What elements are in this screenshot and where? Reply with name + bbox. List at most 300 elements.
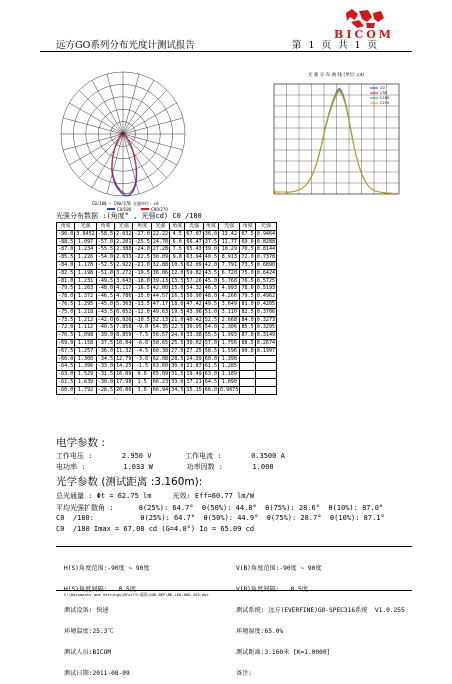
distribution-cell	[240, 355, 255, 363]
distribution-row	[57, 261, 277, 269]
distribution-header-cell: 光强	[255, 223, 276, 231]
distribution-cell: 11.32	[116, 347, 132, 354]
distribution-cell: 1.993	[219, 332, 240, 340]
distribution-row	[57, 355, 277, 363]
distribution-cell: 25.5	[171, 339, 184, 346]
distribution-cell: 40.42	[186, 316, 202, 323]
distribution-cell: 85.5	[241, 324, 254, 331]
distribution-cell: 0.9675	[220, 386, 239, 393]
distribution-cell: -82.5	[58, 269, 74, 276]
test-info-right	[236, 551, 405, 684]
distribution-cell: 1.234	[75, 246, 96, 254]
distribution-row	[57, 254, 277, 262]
distribution-cell: 1.263	[75, 285, 96, 293]
distribution-cell: 58.65	[152, 339, 169, 346]
distribution-cell: -16.5	[134, 285, 150, 292]
distribution-cell: 24.0	[171, 332, 184, 339]
info-v-step: V(B)角度间隔: 0.5度	[236, 586, 308, 593]
distribution-cell: 52.5	[204, 316, 218, 323]
distribution-cell: 43.5	[204, 269, 218, 276]
distribution-cell: 1.257	[75, 347, 96, 355]
distribution-cell: -3.0	[133, 355, 151, 363]
polar-legend-swatch-c90	[141, 208, 149, 210]
distribution-cell: 2.032	[116, 230, 132, 237]
polar-grid-spoke	[92, 134, 123, 188]
distribution-cell: 3.643	[116, 277, 132, 284]
distribution-row	[57, 246, 277, 254]
distribution-row	[57, 339, 277, 347]
polar-curve-c0	[112, 134, 137, 196]
distribution-cell: -42.0	[97, 316, 114, 323]
distribution-cell: 6.720	[219, 269, 240, 277]
distribution-cell: 48.0	[204, 293, 218, 300]
distribution-cell: 24.70	[152, 238, 169, 245]
polar-grid-spoke	[123, 134, 139, 194]
distribution-cell: 81.0	[241, 300, 254, 307]
distribution-cell: 1.198	[75, 269, 96, 277]
distribution-cell: 2.388	[116, 246, 132, 253]
distribution-cell: 7.858	[116, 324, 132, 331]
distribution-cell: 4.786	[116, 293, 132, 300]
distribution-cell	[255, 371, 276, 379]
distribution-cell: -15.0	[134, 293, 150, 300]
distribution-cell: 22.22	[152, 230, 169, 237]
distribution-cell: -45.0	[97, 300, 114, 307]
distribution-cell: 1.231	[75, 277, 96, 285]
distribution-cell: 27.28	[152, 246, 169, 253]
distribution-cell: -76.5	[58, 300, 74, 307]
distribution-cell: 16.09	[116, 371, 132, 378]
polar-grid-spoke	[92, 80, 123, 134]
footer-rule	[56, 590, 412, 591]
distribution-cell: 1.398	[219, 355, 240, 363]
distribution-cell: 0.6890	[256, 261, 276, 268]
distribution-cell: 2.922	[116, 261, 132, 268]
distribution-cell: 7.5	[170, 246, 185, 254]
distribution-cell: -31.5	[97, 371, 114, 378]
distribution-cell: -75.0	[58, 308, 74, 315]
distribution-cell: 2.306	[219, 324, 240, 332]
distribution-cell: 36.06	[152, 269, 169, 276]
distribution-cell	[240, 378, 255, 386]
distribution-row	[57, 378, 277, 386]
distribution-cell: 10.04	[116, 339, 132, 346]
electrical-heading: 电学参数 :	[56, 437, 105, 449]
distribution-cell: -81.0	[58, 277, 74, 284]
distribution-cell: 42.00	[152, 285, 169, 292]
info-temperature: 环境温度:25.3℃	[64, 628, 114, 635]
distribution-cell: 60.0	[204, 355, 218, 362]
distribution-cell: 17.98	[116, 378, 132, 385]
distribution-cell: 49.63	[152, 308, 169, 315]
polar-grid-spoke	[123, 103, 177, 134]
distribution-cell: 39.0	[204, 246, 218, 253]
distribution-cell: 30.02	[186, 339, 202, 346]
distribution-cell: 72.0	[241, 254, 254, 261]
distribution-cell: 51.0	[204, 308, 218, 315]
distribution-cell: -48.0	[97, 285, 114, 292]
distribution-cell: 73.5	[241, 261, 254, 268]
distribution-cell: 62.08	[152, 355, 169, 362]
distribution-cell: 61.5	[204, 363, 218, 370]
optical-line-flux: 总光通量 : Φt = 62.75 lm 光效: Eff=60.77 lm/W	[56, 492, 254, 500]
distribution-row	[57, 347, 277, 355]
distribution-row	[57, 308, 277, 316]
distribution-row	[57, 277, 277, 285]
section-rule	[56, 546, 412, 547]
distribution-cell: 1.218	[75, 308, 96, 316]
info-tester: 测试人员:BICOM	[64, 649, 112, 656]
distribution-cell: 13.5	[171, 277, 184, 284]
distribution-header-row	[57, 223, 277, 231]
distribution-cell: 1.285	[219, 363, 240, 371]
distribution-header-cell: 角度	[96, 223, 114, 231]
distribution-cell: 33.38	[186, 332, 202, 339]
distribution-cell: -1.5	[133, 363, 151, 371]
distribution-cell: 47.42	[186, 300, 202, 307]
distribution-cell: 17.21	[186, 378, 202, 385]
distribution-cell: -60.0	[58, 386, 74, 393]
distribution-cell: 76.5	[241, 277, 254, 284]
distribution-cell: 4.117	[116, 285, 132, 292]
distribution-cell: 54.0	[204, 324, 218, 331]
distribution-header-cell: 角度	[203, 223, 218, 231]
distribution-cell: 15.0	[171, 285, 184, 292]
distribution-header-cell: 角度	[240, 223, 255, 231]
polar-caption: C0/180 — C90/270 光强单位: cd	[92, 201, 159, 206]
distribution-cell: 54.35	[152, 324, 169, 331]
line-chart-legend-label: C0	[380, 86, 385, 91]
distribution-cell: 45.0	[204, 277, 218, 284]
distribution-cell: 56.57	[152, 332, 169, 339]
polar-grid-spoke	[123, 118, 183, 134]
distribution-cell: -85.5	[58, 254, 74, 261]
distribution-cell: 46.5	[204, 285, 218, 292]
distribution-cell: 0.1997	[256, 347, 276, 354]
distribution-cell: 65.09	[152, 371, 169, 378]
distribution-cell: 34.5	[171, 386, 184, 393]
line-chart-legend-label: C270	[380, 101, 390, 106]
distribution-header-cell: 角度	[133, 223, 151, 231]
distribution-cell: 0.6424	[256, 269, 276, 276]
distribution-cell: 0.3273	[256, 316, 276, 323]
distribution-cell: 66.47	[186, 238, 202, 245]
polar-grid-spoke	[123, 90, 167, 134]
distribution-cell: 57.26	[186, 277, 202, 284]
distribution-cell: 32.88	[152, 261, 169, 268]
distribution-cell: -30.0	[97, 378, 114, 385]
distribution-cell: -66.0	[58, 355, 74, 362]
distribution-cell: 6.0	[170, 238, 185, 246]
distribution-header-cell: 光强	[75, 223, 96, 231]
distribution-cell: 30.0	[171, 363, 184, 370]
distribution-cell: -27.0	[134, 230, 150, 237]
distribution-header-cell: 光强	[151, 223, 169, 231]
info-v-range: V(B)角度范围:-90度 ~ 90度	[236, 565, 322, 572]
info-humidity: 环境湿度:65.0%	[236, 628, 284, 635]
polar-grid-spoke	[123, 80, 154, 134]
distribution-cell: 66.94	[152, 386, 169, 393]
distribution-cell: 3.110	[219, 308, 240, 316]
distribution-cell: 8.859	[116, 332, 132, 339]
distribution-cell: 58.5	[204, 347, 218, 354]
distribution-cell: 78.0	[241, 285, 254, 292]
distribution-cell: -28.5	[97, 386, 114, 393]
distribution-cell: 1.158	[75, 339, 96, 347]
distribution-cell: 19.5	[171, 308, 184, 315]
distribution-cell: 69.0	[241, 238, 254, 245]
distribution-cell: -9.0	[133, 324, 151, 332]
distribution-row	[57, 230, 277, 238]
distribution-cell: 11.77	[219, 238, 240, 246]
distribution-cell: 21.87	[186, 363, 202, 370]
polar-grid-spoke	[69, 103, 123, 134]
distribution-cell: 65.43	[186, 246, 202, 253]
distribution-cell: 2.668	[219, 316, 240, 324]
distribution-cell: -52.5	[97, 261, 114, 268]
distribution-cell: 59.82	[186, 269, 202, 276]
distribution-row	[57, 238, 277, 246]
distribution-cell: -6.0	[133, 339, 151, 347]
distribution-cell: -88.5	[58, 238, 74, 245]
distribution-cell: 66.0	[204, 386, 218, 393]
polar-grid-spoke	[123, 134, 167, 178]
distribution-cell: 1.792	[75, 386, 96, 394]
distribution-cell: -33.0	[97, 363, 114, 370]
distribution-row	[57, 332, 277, 340]
distribution-cell: 1.212	[75, 316, 96, 324]
distribution-row	[57, 363, 277, 371]
distribution-cell: 14.25	[116, 363, 132, 370]
distribution-cell: 10.5	[171, 261, 184, 268]
distribution-cell: 4.266	[219, 293, 240, 301]
distribution-cell: 21.0	[171, 316, 184, 323]
distribution-cell: 0.5193	[256, 285, 276, 292]
distribution-cell: 43.96	[186, 308, 202, 315]
distribution-cell: -46.5	[97, 293, 114, 300]
distribution-cell: 0.9464	[256, 230, 276, 237]
electrical-line-2: 电功率 : 1.033 W 功率因数 : 1.000	[56, 463, 274, 471]
distribution-row	[57, 324, 277, 332]
optical-line-avg-angle: 平均光强扩散角 : θ(25%): 64.7° θ(50%): 44.8° θ(75%): 28.6° θ(10%): 87.0°	[56, 504, 384, 512]
header-rule	[40, 51, 412, 52]
report-title: 远方GO系列分布光度计测试报告	[56, 40, 195, 51]
line-chart-legend-label: C180	[380, 96, 390, 101]
polar-legend-c90: C90/270	[151, 207, 168, 212]
distribution-cell: -40.5	[97, 324, 114, 331]
distribution-cell: 0.2674	[256, 339, 276, 346]
optical-line-imax: C0 /180 Imax = 67.08 cd (G=4.0°) Io = 65.09 cd	[56, 525, 255, 533]
polar-grid-spoke	[123, 134, 154, 188]
distribution-cell: -25.5	[134, 238, 150, 245]
distribution-cell	[255, 355, 276, 363]
distribution-cell: 1.300	[75, 355, 96, 363]
distribution-cell: 54.32	[186, 285, 202, 292]
distribution-cell: 87.0	[241, 332, 254, 339]
distribution-cell: -51.0	[97, 269, 114, 276]
polar-grid-spoke	[123, 134, 177, 165]
distribution-row	[57, 293, 277, 301]
info-distance: 测试距离:3.160米 [K=1.0000]	[236, 649, 331, 656]
line-chart-legend-label: C90	[380, 91, 387, 96]
distribution-cell: -87.0	[58, 246, 74, 253]
distribution-cell: 79.5	[241, 293, 254, 300]
distribution-cell: 1.639	[75, 378, 96, 386]
distribution-cell: -79.5	[58, 285, 74, 292]
polar-grid-spoke	[107, 134, 123, 194]
polar-grid-spoke	[107, 74, 123, 134]
polar-grid-spoke	[123, 74, 139, 134]
logo-text: BICOM	[334, 28, 394, 41]
distribution-header-cell: 光强	[185, 223, 203, 231]
distribution-cell: 27.0	[171, 347, 184, 354]
distribution-cell: 1.189	[219, 371, 240, 379]
distribution-cell: 1.529	[75, 371, 96, 379]
distribution-cell: 1.372	[75, 293, 96, 301]
test-info-left	[64, 551, 150, 684]
distribution-cell: 67.5	[241, 230, 254, 237]
info-system: 测试系统: 远方(EVERFINE)GO-SPEC316系统 V1.0.255	[236, 607, 405, 614]
distribution-cell: 19.49	[186, 371, 202, 378]
distribution-cell	[240, 386, 255, 394]
distribution-cell: -84.0	[58, 261, 74, 268]
distribution-cell: 9.0	[170, 254, 185, 262]
distribution-cell: 20.06	[116, 386, 132, 393]
distribution-cell: -22.5	[134, 254, 150, 261]
distribution-cell: 67.07	[186, 230, 202, 237]
distribution-cell: 5.768	[219, 277, 240, 285]
distribution-cell: -78.0	[58, 293, 74, 300]
distribution-cell: 0.4962	[256, 293, 276, 300]
distribution-row	[57, 316, 277, 324]
optical-heading: 光学参数 (测试距离 :3.160m):	[56, 476, 203, 488]
distribution-header-cell: 光强	[115, 223, 133, 231]
distribution-cell	[240, 363, 255, 371]
distribution-cell: 1.5	[133, 378, 151, 386]
distribution-cell: 63.60	[152, 363, 169, 370]
distribution-row	[57, 285, 277, 293]
distribution-cell: -36.0	[97, 347, 114, 354]
bicom-logo	[312, 8, 416, 48]
distribution-cell: -69.0	[58, 339, 74, 346]
distribution-cell: 3.8452	[76, 230, 95, 237]
distribution-cell: 1.226	[75, 254, 96, 262]
distribution-cell: 6.926	[116, 316, 132, 323]
polar-legend-swatch-c0	[107, 208, 115, 210]
distribution-cell: 62.09	[186, 261, 202, 268]
distribution-cell: 6.052	[116, 308, 132, 315]
distribution-cell: -37.5	[97, 339, 114, 346]
distribution-cell: 2.201	[116, 238, 132, 245]
distribution-cell: 28.5	[171, 355, 184, 362]
distribution-cell: 3.0	[133, 386, 151, 394]
distribution-cell: 37.5	[204, 238, 218, 245]
distribution-cell: 33.0	[171, 378, 184, 385]
info-device: 测试设备: 快速	[64, 607, 109, 614]
distribution-header-cell: 角度	[170, 223, 185, 231]
polar-grid-spoke	[63, 118, 123, 134]
distribution-cell	[255, 386, 276, 394]
distribution-cell: 44.57	[152, 293, 169, 300]
line-chart-title: 光 强 分 布 曲 线 (单位: cd)	[307, 73, 365, 78]
distribution-cell: 0.3149	[256, 332, 276, 339]
distribution-cell: 47.17	[152, 300, 169, 307]
distribution-cell: -70.5	[58, 332, 74, 339]
distribution-cell: 12.0	[171, 269, 184, 276]
distribution-cell: -19.5	[134, 269, 150, 276]
distribution-cell: -10.5	[134, 316, 150, 323]
distribution-cell: -18.0	[134, 277, 150, 284]
distribution-cell: -90.0	[58, 230, 74, 237]
distribution-header-cell: 光强	[219, 223, 240, 231]
distribution-cell: 2.633	[116, 254, 132, 261]
distribution-cell: 1.112	[75, 324, 96, 332]
distribution-cell: 0.4205	[256, 300, 276, 307]
distribution-cell: 0.7378	[256, 254, 276, 261]
distribution-cell: 1.596	[219, 347, 240, 355]
distribution-cell: 60.38	[152, 347, 169, 354]
distribution-table	[56, 222, 277, 395]
distribution-cell: 13.42	[219, 230, 240, 238]
distribution-cell: 42.0	[204, 261, 218, 268]
distribution-cell: 8.913	[219, 254, 240, 262]
distribution-cell: -49.5	[97, 277, 114, 284]
polar-grid-spoke	[63, 134, 123, 150]
distribution-cell: 57.0	[204, 339, 218, 346]
distribution-cell: 1.090	[219, 378, 240, 386]
distribution-heading: 光强分布数据 :(角度° , 光强cd) C0 /180	[56, 212, 202, 220]
distribution-cell: 1.178	[75, 261, 96, 269]
distribution-cell: -12.0	[134, 308, 150, 315]
distribution-cell: -39.0	[97, 332, 114, 339]
distribution-cell: 88.5	[241, 339, 254, 346]
distribution-cell: 7.791	[219, 261, 240, 269]
distribution-cell: 52.13	[152, 316, 169, 323]
distribution-cell: 1.097	[75, 238, 96, 246]
distribution-cell: 66.23	[152, 378, 169, 385]
distribution-cell: 15.15	[186, 386, 202, 393]
distribution-cell: 27.25	[186, 347, 202, 354]
polar-grid-spoke	[79, 134, 123, 178]
polar-intensity-chart	[53, 64, 193, 204]
polar-legend-c0: C0/180	[117, 207, 132, 212]
distribution-cell: -73.5	[58, 316, 74, 323]
distribution-cell: 90.0	[241, 347, 254, 354]
distribution-cell: 0.8144	[256, 246, 276, 253]
distribution-cell: 1.396	[75, 363, 96, 371]
distribution-cell: 4.5	[170, 230, 185, 238]
distribution-cell: 1.098	[75, 332, 96, 340]
distribution-cell: -34.5	[97, 355, 114, 362]
distribution-cell: 4.993	[219, 285, 240, 293]
distribution-cell: 0.3706	[256, 308, 276, 315]
page-info: 第 1 页 共 1 页	[292, 40, 378, 51]
distribution-cell: 22.5	[171, 324, 184, 331]
distribution-cell: 36.0	[204, 230, 218, 237]
distribution-cell: 3.272	[116, 269, 132, 276]
distribution-cell: -13.5	[134, 300, 150, 307]
distribution-cell: 31.5	[171, 371, 184, 378]
distribution-cell: 1.295	[75, 300, 96, 308]
distribution-cell: 0.5725	[256, 277, 276, 284]
distribution-cell: 12.79	[116, 355, 132, 362]
distribution-cell: -64.5	[58, 363, 74, 370]
distribution-cell: 30.09	[152, 254, 169, 261]
footer-file-path: C:\Documents and Settings\Bfcz71\桌面\GO8-BEF\BK-LED-006-545.doc	[64, 592, 209, 597]
distribution-cell: 50.90	[186, 293, 202, 300]
distribution-row	[57, 371, 277, 379]
distribution-row	[57, 269, 277, 277]
